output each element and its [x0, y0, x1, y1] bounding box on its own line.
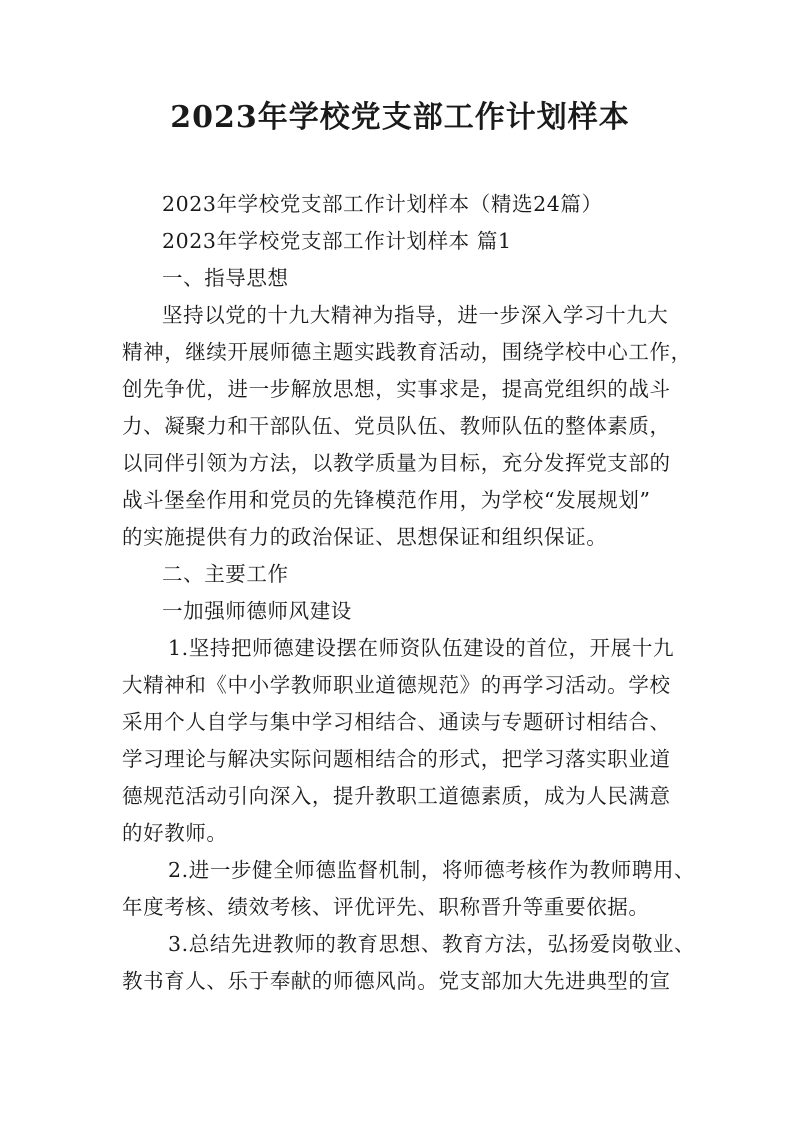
text-line: 战斗堡垒作用和党员的先锋模范作用，为学校“发展规划” — [122, 488, 651, 512]
text-line: 精神，继续开展师德主题实践教育活动，围绕学校中心工作， — [122, 340, 692, 364]
text-line: 年度考核、绩效考核、评优评先、职称晋升等重要依据。 — [122, 895, 650, 919]
text-line: 采用个人自学与集中学习相结合、通读与专题研讨相结合、 — [122, 710, 671, 734]
text-line: 德规范活动引向深入，提升教职工道德素质，成为人民满意 — [122, 784, 671, 808]
text-line: 一、指导思想 — [162, 266, 289, 290]
text-line: 坚持以党的十九大精神为指导，进一步深入学习十九大 — [162, 303, 669, 327]
text-line: 力、凝聚力和干部队伍、党员队伍、教师队伍的整体素质， — [122, 414, 671, 438]
text-line: 二、主要工作 — [162, 562, 289, 586]
text-line: 一加强师德师风建设 — [162, 599, 352, 623]
document-body — [122, 186, 696, 1000]
text-line: 3.总结先进教师的教育思想、教育方法，弘扬爱岗敬业、 — [168, 932, 696, 956]
text-line: 大精神和《中小学教师职业道德规范》的再学习活动。学校 — [122, 673, 671, 697]
text-line: 创先争优，进一步解放思想，实事求是，提高党组织的战斗 — [122, 377, 671, 401]
text-line: 2.进一步健全师德监督机制，将师德考核作为教师聘用、 — [168, 858, 696, 882]
text-line: 的实施提供有力的政治保证、思想保证和组织保证。 — [122, 525, 608, 549]
text-line: 2023年学校党支部工作计划样本（精选24篇） — [162, 192, 603, 216]
text-line: 2023年学校党支部工作计划样本 篇1 — [162, 229, 512, 253]
text-line: 1.坚持把师德建设摆在师资队伍建设的首位，开展十九 — [168, 636, 675, 660]
text-line: 的好教师。 — [122, 821, 228, 845]
text-line: 学习理论与解决实际问题相结合的形式，把学习落实职业道 — [122, 747, 671, 771]
text-line: 以同伴引领为方法，以教学质量为目标，充分发挥党支部的 — [122, 451, 671, 475]
text-line: 教书育人、乐于奉献的师德风尚。党支部加大先进典型的宣 — [122, 969, 671, 993]
document-title: 2023年学校党支部工作计划样本 — [170, 100, 630, 135]
